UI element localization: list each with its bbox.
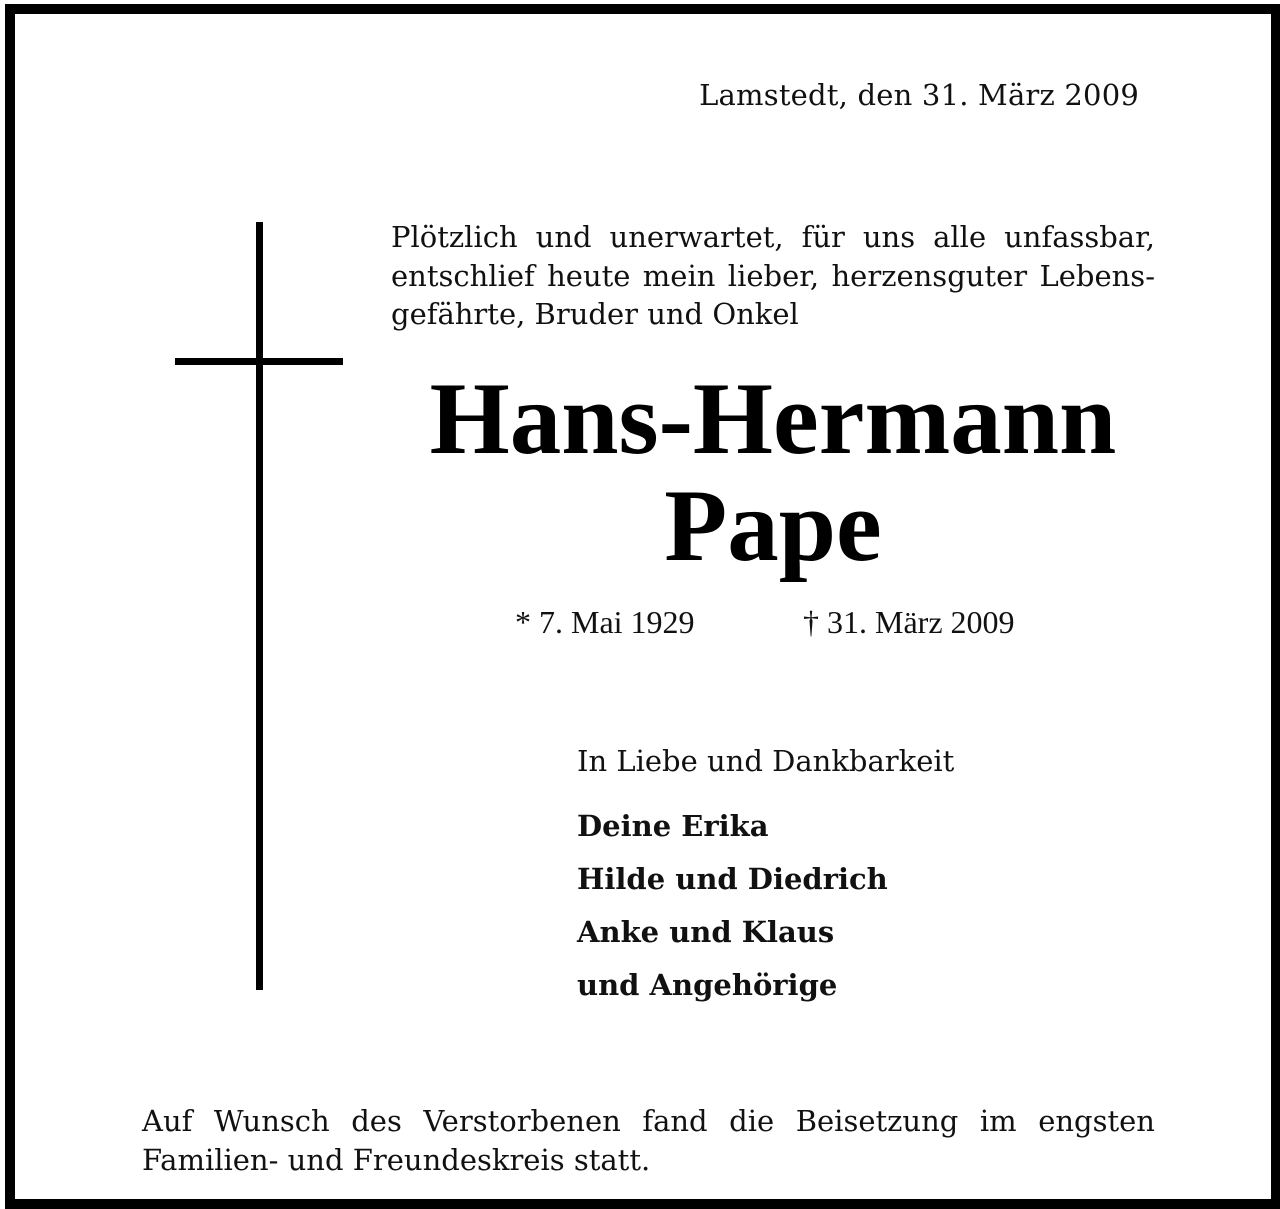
obituary-frame <box>5 4 1280 1209</box>
cross-icon <box>256 222 263 990</box>
deceased-first-name: Hans-Hermann <box>429 362 1117 476</box>
intro-line-1: Plötzlich und unerwartet, für uns alle unfassbar, <box>391 220 1155 254</box>
mourner-item: Anke und Klaus <box>577 915 835 949</box>
deceased-name <box>391 362 1155 583</box>
footer-line-2: Familien- und Freundeskreis statt. <box>142 1142 651 1177</box>
footer-line-1: Auf Wunsch des Verstorbenen fand die Beisetzung im engsten <box>142 1104 1155 1138</box>
intro-text <box>391 218 1155 334</box>
mourners-list <box>577 800 888 1012</box>
footer-note <box>142 1102 1155 1179</box>
intro-line-3: gefährte, Bruder und Onkel <box>391 297 799 331</box>
birth-date: * 7. Mai 1929 <box>515 604 695 640</box>
cross-icon-crossbar <box>175 358 343 365</box>
deceased-last-name: Pape <box>664 469 882 583</box>
dedication: In Liebe und Dankbarkeit <box>577 744 955 778</box>
place-date: Lamstedt, den 31. März 2009 <box>699 78 1139 112</box>
mourner-item: Deine Erika <box>577 809 769 843</box>
death-date: † 31. März 2009 <box>803 604 1015 640</box>
intro-line-2: entschlief heute mein lieber, herzensguter Lebens- <box>391 258 1155 293</box>
mourner-item: und Angehörige <box>577 968 838 1002</box>
mourner-item: Hilde und Diedrich <box>577 862 888 896</box>
